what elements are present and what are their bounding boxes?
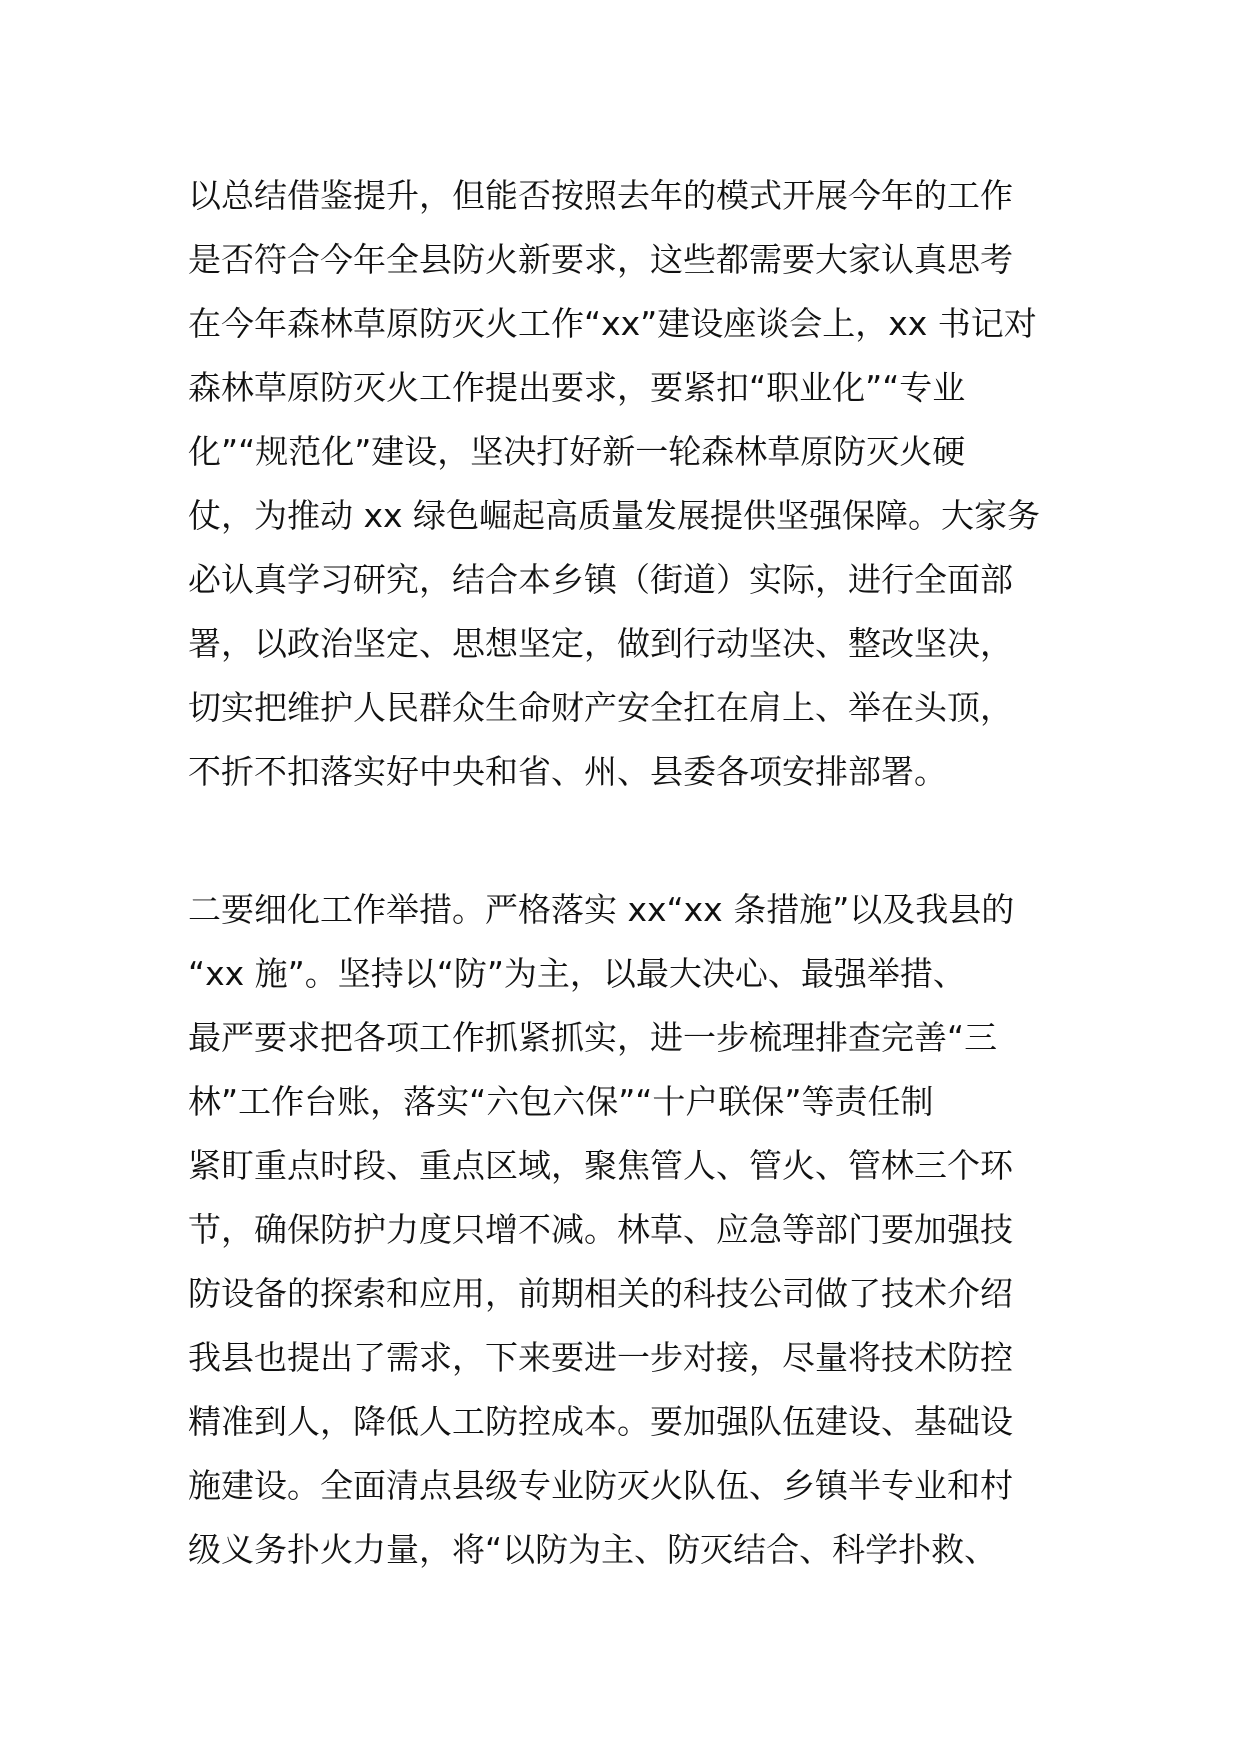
text-line: 不折不扣落实好中央和省、州、县委各项安排部署。 <box>188 752 947 791</box>
text-line: 精准到人，降低人工防控成本。要加强队伍建设、基础设 <box>188 1402 1013 1441</box>
text-line: 署，以政治坚定、思想坚定，做到行动坚决、整改坚决， <box>188 624 1013 663</box>
text-line: 二要细化工作举措。严格落实 xx“xx 条措施”以及我县的 <box>188 890 1015 929</box>
text-line: 我县也提出了需求，下来要进一步对接，尽量将技术防控 <box>188 1338 1013 1377</box>
text-line: 林”工作台账，落实“六包六保”“十户联保”等责任制 <box>188 1082 934 1121</box>
text-line: 紧盯重点时段、重点区域，聚焦管人、管火、管林三个环 <box>188 1146 1013 1185</box>
paragraph-2 <box>188 878 1068 1582</box>
text-line: 防设备的探索和应用，前期相关的科技公司做了技术介绍 <box>188 1274 1013 1313</box>
text-line: 仗，为推动 xx 绿色崛起高质量发展提供坚强保障。大家务 <box>188 496 1041 535</box>
text-line: 级义务扑火力量，将“以防为主、防灭结合、科学扑救、 <box>188 1530 998 1569</box>
text-line: “xx 施”。坚持以“防”为主，以最大决心、最强举措、 <box>188 954 966 993</box>
text-line: 最严要求把各项工作抓紧抓实，进一步梳理排查完善“三 <box>188 1018 998 1057</box>
text-line: 必认真学习研究，结合本乡镇（街道）实际，进行全面部 <box>188 560 1013 599</box>
text-line: 化”“规范化”建设，坚决打好新一轮森林草原防灭火硬 <box>188 432 966 471</box>
text-line: 在今年森林草原防灭火工作“xx”建设座谈会上，xx 书记对 <box>188 304 1037 343</box>
paragraph-1 <box>188 164 1068 804</box>
text-line: 切实把维护人民群众生命财产安全扛在肩上、举在头顶， <box>188 688 1013 727</box>
text-line: 施建设。全面清点县级专业防灭火队伍、乡镇半专业和村 <box>188 1466 1013 1505</box>
text-line: 是否符合今年全县防火新要求，这些都需要大家认真思考 <box>188 240 1013 279</box>
text-line: 以总结借鉴提升，但能否按照去年的模式开展今年的工作 <box>188 176 1013 215</box>
text-line: 节，确保防护力度只增不减。林草、应急等部门要加强技 <box>188 1210 1013 1249</box>
text-line: 森林草原防灭火工作提出要求，要紧扣“职业化”“专业 <box>188 368 966 407</box>
